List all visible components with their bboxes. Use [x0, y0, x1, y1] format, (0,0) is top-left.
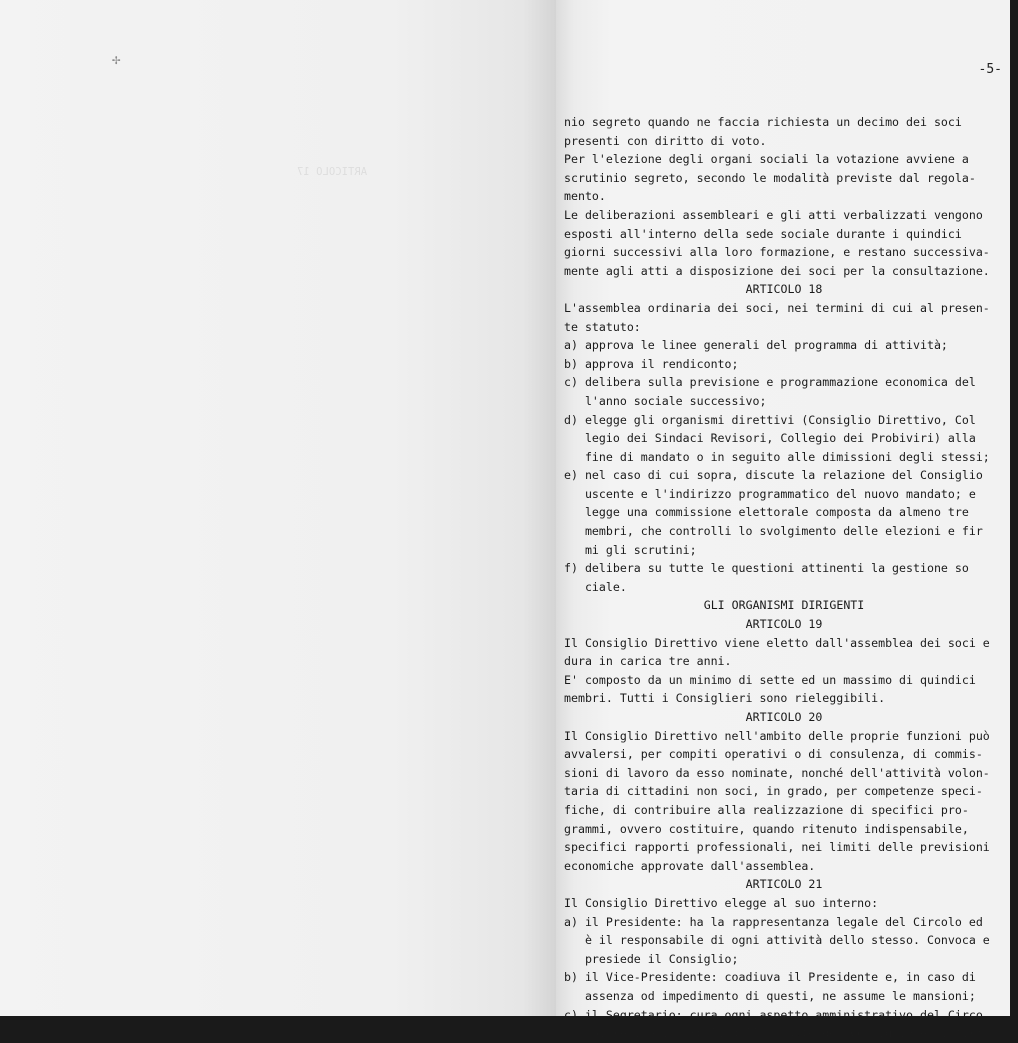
- text-line: membri, che controlli lo svolgimento delle elezioni e fir: [564, 524, 983, 539]
- text-line: te statuto:: [564, 319, 641, 334]
- text-line: d) elegge gli organismi direttivi (Consiglio Direttivo, Col: [564, 412, 976, 427]
- text-line: assenza od impedimento di questi, ne assume le mansioni;: [564, 988, 976, 1003]
- text-line: mento.: [564, 189, 606, 204]
- text-line: mente agli atti a disposizione dei soci per la consultazione.: [564, 263, 990, 278]
- text-line: giorni successivi alla loro formazione, e restano successiva-: [564, 245, 990, 260]
- text-line: grammi, ovvero costituire, quando ritenuto indispensabile,: [564, 821, 969, 836]
- page-number: -5-: [978, 62, 1002, 77]
- text-line: b) approva il rendiconto;: [564, 356, 739, 371]
- article-heading: ARTICOLO 20: [745, 710, 823, 724]
- text-line: c) il Segretario: cura ogni aspetto amministrativo del Circo: [564, 1007, 983, 1022]
- text-line: nio segreto quando ne faccia richiesta un decimo dei soci: [564, 115, 962, 129]
- text-line: esposti all'interno della sede sociale durante i quindici: [564, 226, 962, 241]
- text-line: presiede il Consiglio;: [564, 951, 739, 966]
- text-line: l'anno sociale successivo;: [564, 393, 767, 408]
- text-line: economiche approvate dall'assemblea.: [564, 858, 816, 873]
- text-line: Il Consiglio Direttivo viene eletto dall'assemblea dei soci e: [564, 635, 990, 650]
- pen-mark-icon: ✢: [112, 52, 121, 68]
- text-line: sioni di lavoro da esso nominate, nonché dell'attività volon-: [564, 765, 990, 780]
- text-line: fiche, di contribuire alla realizzazione di specifici pro-: [564, 802, 969, 817]
- text-line: scrutinio segreto, secondo le modalità previste dal regola-: [564, 170, 976, 185]
- bleed-through-title: ARTICOLO 17: [296, 166, 368, 179]
- article-heading: ARTICOLO 21: [745, 877, 823, 892]
- text-line: Per l'elezione degli organi sociali la votazione avviene a: [564, 152, 969, 167]
- article-heading: ARTICOLO 18: [745, 282, 823, 297]
- text-line: e) nel caso di cui sopra, discute la relazione del Consiglio: [564, 468, 983, 483]
- text-line: E' composto da un minimo di sette ed un massimo di quindici: [564, 672, 976, 687]
- text-line: legio dei Sindaci Revisori, Collegio dei Probiviri) alla: [564, 431, 976, 446]
- text-line: Le deliberazioni assembleari e gli atti verbalizzati vengono: [564, 207, 983, 222]
- text-line: specifici rapporti professionali, nei limiti delle previsioni: [564, 840, 990, 855]
- text-line: uscente e l'indirizzo programmatico del nuovo mandato; e: [564, 486, 976, 501]
- text-line: è il responsabile di ogni attività dello stesso. Convoca e: [564, 933, 990, 948]
- text-line: taria di cittadini non soci, in grado, per competenze speci-: [564, 784, 983, 799]
- text-line: L'assemblea ordinaria dei soci, nei termini di cui al presen-: [564, 300, 990, 315]
- article-heading: ARTICOLO 19: [745, 617, 823, 632]
- text-line: c) delibera sulla previsione e programmazione economica del: [564, 375, 976, 390]
- statute-text: [564, 113, 1004, 1043]
- text-line: mi gli scrutini;: [564, 542, 697, 557]
- scan-edge: [1010, 0, 1018, 1016]
- text-line: a) approva le linee generali del programma di attività;: [564, 338, 948, 353]
- text-line: avvalersi, per compiti operativi o di consulenza, di commis-: [564, 747, 983, 762]
- text-line: a) il Presidente: ha la rappresentanza legale del Circolo ed: [564, 914, 983, 929]
- text-line: ciale.: [564, 579, 627, 594]
- text-line: dura in carica tre anni.: [564, 654, 732, 669]
- text-line: Il Consiglio Direttivo nell'ambito delle proprie funzioni può: [564, 728, 990, 743]
- text-line: f) delibera su tutte le questioni attinenti la gestione so: [564, 561, 969, 576]
- text-line: Il Consiglio Direttivo elegge al suo interno:: [564, 895, 879, 910]
- text-line: fine di mandato o in seguito alle dimissioni degli stessi;: [564, 449, 990, 464]
- text-line: legge una commissione elettorale composta da almeno tre: [564, 505, 969, 520]
- article-heading: GLI ORGANISMI DIRIGENTI: [703, 598, 865, 613]
- right-page: [556, 0, 1010, 1041]
- text-line: b) il Vice-Presidente: coadiuva il Presidente e, in caso di: [564, 970, 976, 985]
- text-line: lo, redige i verbali delle sedute del Consiglio e li firma: [564, 1026, 990, 1041]
- text-line: membri. Tutti i Consiglieri sono rieleggibili.: [564, 691, 886, 706]
- text-line: presenti con diritto di voto.: [564, 133, 767, 148]
- bleed-through-text: [112, 130, 552, 216]
